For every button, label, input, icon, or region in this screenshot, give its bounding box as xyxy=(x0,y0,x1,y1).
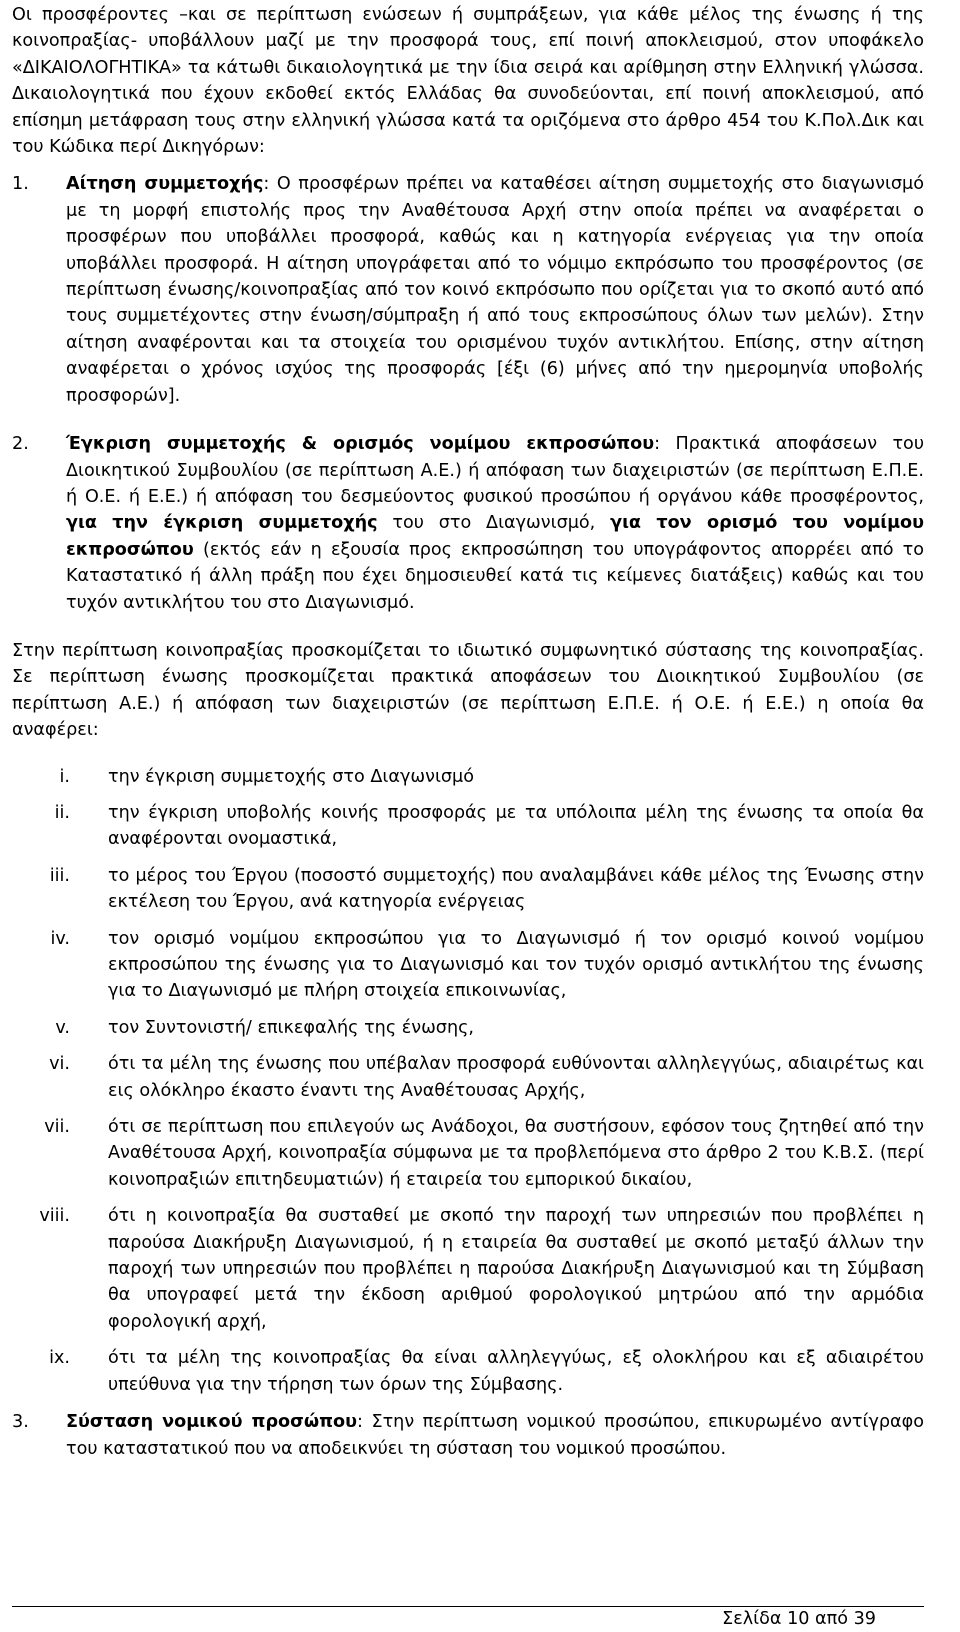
list-number: viii. xyxy=(39,1206,70,1227)
list-item xyxy=(12,1051,924,1104)
list-text: ότι τα μέλη της κοινοπραξίας θα είναι αλληλεγγύως, εξ ολοκλήρου και εξ αδιαιρέτου υπεύθυνα για την τήρηση των όρων της Σύμβασης. xyxy=(108,1348,924,1395)
item-text: του στο Διαγωνισμό, xyxy=(377,513,611,534)
list-number: iii. xyxy=(49,865,70,886)
list-item xyxy=(12,926,924,1005)
list-item xyxy=(12,1203,924,1335)
list-text: την έγκριση υποβολής κοινής προσφοράς με τα υπόλοιπα μέλη της ένωσης τα οποία θα αναφέρονται ονομαστικά, xyxy=(108,802,924,850)
intro-paragraph: Οι προσφέροντες –και σε περίπτωση ενώσεων ή συμπράξεων, για κάθε μέλος της ένωσης ή της κοινοπραξίας- υποβάλλουν μαζί με την προσφορά τους, επί ποινή αποκλεισμού, στον υποφάκελο «ΔΙΚΑΙΟΛΟΓΗΤΙΚΑ» τα κάτωθι δικαιολογητικά με την ίδια σειρά και αρίθμηση στην Ελληνική γλώσσα. Δικαιολογητικά που έχουν εκδοθεί εκτός Ελλάδας θα συνοδεύονται, επί ποινή αποκλεισμού, από επίσημη μετάφραση τους στην ελληνική γλώσσα κατά τα οριζόμενα στο άρθρο 454 του Κ.Πολ.Δικ και του Κώδικα περί Δικηγόρων: xyxy=(12,5,924,158)
document-page xyxy=(12,0,924,1462)
item-emphasis: για τον ορισμό του νομίμου εκπροσώπου xyxy=(66,513,924,560)
item-emphasis: για την έγκριση συμμετοχής xyxy=(66,513,378,534)
item-body xyxy=(66,171,924,409)
list-number: ii. xyxy=(54,802,70,823)
list-text: ότι η κοινοπραξία θα συσταθεί με σκοπό την παροχή των υπηρεσιών που προβλέπει η παρούσα Διακήρυξη Διαγωνισμού, ή η εταιρεία θα συσταθεί με σκοπό μεταξύ άλλων την παροχή των υπηρεσιών που προβλέπει η παρούσα Διακήρυξη Διαγωνισμού και τη Σύμβαση θα υπογραφεί μετά την έκδοση αριθμού φορολογικού μητρώου από την αρμόδια φορολογική αρχή, xyxy=(108,1206,924,1332)
roman-list xyxy=(12,764,924,1399)
item-body xyxy=(66,1409,924,1462)
page-number: Σελίδα 10 από 39 xyxy=(722,1609,876,1629)
list-item xyxy=(12,764,924,790)
list-item xyxy=(12,1345,924,1398)
list-text: την έγκριση συμμετοχής στο Διαγωνισμό xyxy=(108,766,475,787)
list-text: ότι τα μέλη της ένωσης που υπέβαλαν προσφορά ευθύνονται αλληλεγγύως, αδιαιρέτως και εις ολόκληρο έκαστο έναντι της Αναθέτουσας Αρχής, xyxy=(108,1054,924,1101)
item-title: Σύσταση νομικού προσώπου xyxy=(66,1412,358,1433)
joint-venture-paragraph: Στην περίπτωση κοινοπραξίας προσκομίζεται το ιδιωτικό συμφωνητικό σύστασης της κοινοπραξίας. Σε περίπτωση ένωσης προσκομίζεται πρακτικά αποφάσεων του Διοικητικού Συμβουλίου (σε περίπτωση Α.Ε.) ή απόφαση των διαχειριστών (σε περίπτωση Ε.Π.Ε. ή Ο.Ε. ή Ε.Ε.) η οποία θα αναφέρει: xyxy=(12,640,924,741)
list-number: i. xyxy=(59,766,70,787)
requirement-item-2 xyxy=(12,431,924,616)
list-text: το μέρος του Έργου (ποσοστό συμμετοχής) που αναλαμβάνει κάθε μέλος της Ένωσης στην εκτέλεση του Έργου, ανά κατηγορία ενέργειας xyxy=(108,865,924,913)
item-title: Αίτηση συμμετοχής xyxy=(66,174,264,195)
list-item xyxy=(12,863,924,916)
item-title: Έγκριση συμμετοχής & ορισμός νομίμου εκπροσώπου xyxy=(66,434,655,455)
list-number: v. xyxy=(55,1017,70,1038)
list-item xyxy=(12,1015,924,1041)
list-text: τον Συντονιστή/ επικεφαλής της ένωσης, xyxy=(108,1017,475,1038)
requirement-item-3 xyxy=(12,1409,924,1462)
list-item xyxy=(12,1114,924,1193)
list-number: vii. xyxy=(44,1117,70,1138)
item-number: 2. xyxy=(12,434,29,455)
list-text: τον ορισμό νομίμου εκπροσώπου για το Διαγωνισμό ή τον ορισμό κοινού νομίμου εκπροσώπου της ένωσης για το Διαγωνισμό και τον τυχόν ορισμό αντικλήτου της ένωσης για το Διαγωνισμό με πλήρη στοιχεία επικοινωνίας, xyxy=(108,928,924,1002)
list-item xyxy=(12,800,924,853)
item-text: : Στην περίπτωση νομικού προσώπου, επικυρωμένο αντίγραφο του καταστατικού που να αποδεικνύει τη σύσταση του νομικού προσώπου. xyxy=(66,1412,924,1459)
item-number: 1. xyxy=(12,174,29,195)
item-text: : Πρακτικά αποφάσεων του Διοικητικού Συμβουλίου (σε περίπτωση Α.Ε.) ή απόφαση των διαχειριστών (σε περίπτωση Ε.Π.Ε. ή Ο.Ε. ή Ε.Ε.) ή απόφαση του δεσμεύοντος φυσικού προσώπου ή οργάνου κάθε προσφέροντος, xyxy=(66,434,925,507)
item-number: 3. xyxy=(12,1412,29,1433)
list-number: iv. xyxy=(50,928,70,949)
item-text: (εκτός εάν η εξουσία προς εκπροσώπηση του υπογράφοντος απορρέει από το Καταστατικό ή άλλη πράξη που έχει δημοσιευθεί κατά τις κείμενες διατάξεις) καθώς και του τυχόν αντικλήτου του στο Διαγωνισμό. xyxy=(66,539,924,613)
list-text: ότι σε περίπτωση που επιλεγούν ως Ανάδοχοι, θα συστήσουν, εφόσον τους ζητηθεί από την Αναθέτουσα Αρχή, κοινοπραξία σύμφωνα με τα προβλεπόμενα στο άρθρο 2 του Κ.Β.Σ. (περί κοινοπραξιών επιτηδευματιών) ή εταιρεία του εμπορικού δικαίου, xyxy=(108,1117,924,1190)
list-number: ix. xyxy=(49,1348,70,1369)
list-number: vi. xyxy=(49,1054,70,1075)
item-body xyxy=(66,431,924,616)
requirement-item-1 xyxy=(12,171,924,409)
item-text: : Ο προσφέρων πρέπει να καταθέσει αίτηση συμμετοχής στο διαγωνισμό με τη μορφή επιστολής προς την Αναθέτουσα Αρχή στην οποία πρέπει να αναφέρεται ο προσφέρων που υποβάλλει προσφορά, καθώς και η κατηγορία ενέργειας για την οποία υποβάλλει προσφορά. Η αίτηση υπογράφεται από το νόμιμο εκπρόσωπο του προσφέροντος (σε περίπτωση ένωσης/κοινοπραξίας από τον κοινό εκπρόσωπο που ορίζεται για το σκοπό αυτό από τους συμμετέχοντες στην ένωση/σύμπραξη ή από τους εκπροσώπους όλων των μελών). Στην αίτηση αναφέρονται και τα στοιχεία του ορισμένου τυχόν αντικλήτου. Επίσης, στην αίτηση αναφέρεται ο χρόνος ισχύος της προσφοράς [έξι (6) μήνες από την ημερομηνία υποβολής προσφορών]. xyxy=(66,174,925,406)
